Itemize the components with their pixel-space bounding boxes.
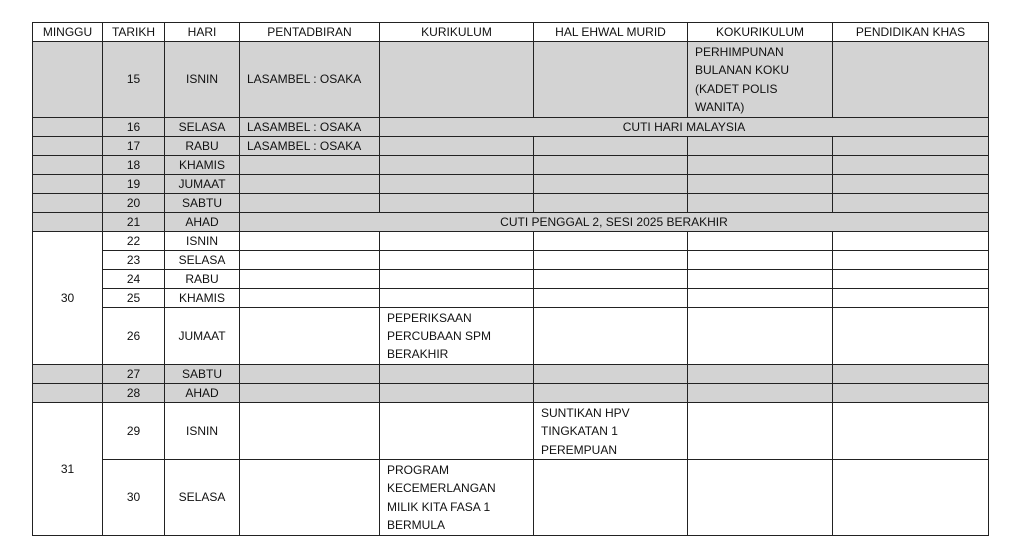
hari-cell: SELASA bbox=[165, 250, 240, 269]
kurikulum-cell bbox=[380, 364, 534, 383]
table-row bbox=[33, 174, 989, 193]
table-row bbox=[33, 212, 989, 231]
hem-cell bbox=[534, 250, 688, 269]
hem-cell bbox=[534, 174, 688, 193]
pendidikan-khas-cell bbox=[833, 460, 989, 536]
kurikulum-cell bbox=[380, 42, 534, 118]
pentadbiran-cell bbox=[240, 193, 380, 212]
hari-cell: SELASA bbox=[165, 117, 240, 136]
hari-cell: SABTU bbox=[165, 364, 240, 383]
hari-cell: ISNIN bbox=[165, 231, 240, 250]
kurikulum-cell bbox=[380, 136, 534, 155]
hem-cell: SUNTIKAN HPV TINGKATAN 1 PEREMPUAN bbox=[534, 402, 688, 459]
tarikh-cell: 23 bbox=[103, 250, 165, 269]
hari-cell: AHAD bbox=[165, 212, 240, 231]
pentadbiran-cell bbox=[240, 155, 380, 174]
kokurikulum-cell: PERHIMPUNAN BULANAN KOKU (KADET POLIS WANITA) bbox=[688, 42, 833, 118]
tarikh-cell: 26 bbox=[103, 307, 165, 364]
kokurikulum-cell bbox=[688, 155, 833, 174]
hem-cell bbox=[534, 460, 688, 536]
hem-cell bbox=[534, 288, 688, 307]
pentadbiran-cell bbox=[240, 460, 380, 536]
tarikh-cell: 21 bbox=[103, 212, 165, 231]
pendidikan-khas-cell bbox=[833, 402, 989, 459]
pendidikan-khas-cell bbox=[833, 288, 989, 307]
hari-cell: KHAMIS bbox=[165, 155, 240, 174]
pendidikan-khas-cell bbox=[833, 250, 989, 269]
header-hari: HARI bbox=[165, 23, 240, 42]
kurikulum-cell bbox=[380, 402, 534, 459]
tarikh-cell: 24 bbox=[103, 269, 165, 288]
table-row bbox=[33, 193, 989, 212]
hem-cell bbox=[534, 383, 688, 402]
kokurikulum-cell bbox=[688, 460, 833, 536]
kokurikulum-cell bbox=[688, 250, 833, 269]
hari-cell: RABU bbox=[165, 136, 240, 155]
header-pendidikan-khas: PENDIDIKAN KHAS bbox=[833, 23, 989, 42]
tarikh-cell: 28 bbox=[103, 383, 165, 402]
hem-cell bbox=[534, 193, 688, 212]
schedule-table-wrapper bbox=[32, 22, 989, 536]
kurikulum-cell bbox=[380, 269, 534, 288]
pendidikan-khas-cell bbox=[833, 269, 989, 288]
hem-cell bbox=[534, 269, 688, 288]
header-kurikulum: KURIKULUM bbox=[380, 23, 534, 42]
tarikh-cell: 30 bbox=[103, 460, 165, 536]
hem-cell bbox=[534, 155, 688, 174]
minggu-cell: 30 bbox=[33, 231, 103, 364]
table-row bbox=[33, 231, 989, 250]
pentadbiran-cell: LASAMBEL : OSAKA bbox=[240, 117, 380, 136]
kokurikulum-cell bbox=[688, 136, 833, 155]
pentadbiran-cell bbox=[240, 174, 380, 193]
table-row bbox=[33, 364, 989, 383]
header-tarikh: TARIKH bbox=[103, 23, 165, 42]
minggu-cell bbox=[33, 174, 103, 193]
tarikh-cell: 15 bbox=[103, 42, 165, 118]
pendidikan-khas-cell bbox=[833, 155, 989, 174]
kokurikulum-cell bbox=[688, 269, 833, 288]
minggu-cell: 31 bbox=[33, 402, 103, 535]
minggu-cell bbox=[33, 364, 103, 383]
minggu-cell bbox=[33, 383, 103, 402]
kurikulum-cell bbox=[380, 174, 534, 193]
table-row bbox=[33, 269, 989, 288]
kokurikulum-cell bbox=[688, 402, 833, 459]
kokurikulum-cell bbox=[688, 174, 833, 193]
tarikh-cell: 19 bbox=[103, 174, 165, 193]
hari-cell: KHAMIS bbox=[165, 288, 240, 307]
hari-cell: JUMAAT bbox=[165, 307, 240, 364]
table-row bbox=[33, 136, 989, 155]
pentadbiran-cell bbox=[240, 402, 380, 459]
hem-cell bbox=[534, 136, 688, 155]
header-hal-ehwal-murid: HAL EHWAL MURID bbox=[534, 23, 688, 42]
kokurikulum-cell bbox=[688, 307, 833, 364]
hem-cell bbox=[534, 364, 688, 383]
table-row bbox=[33, 250, 989, 269]
tarikh-cell: 16 bbox=[103, 117, 165, 136]
kokurikulum-cell bbox=[688, 193, 833, 212]
kurikulum-cell bbox=[380, 193, 534, 212]
pentadbiran-cell bbox=[240, 307, 380, 364]
hari-cell: JUMAAT bbox=[165, 174, 240, 193]
table-row bbox=[33, 402, 989, 459]
holiday-span-cell: CUTI PENGGAL 2, SESI 2025 BERAKHIR bbox=[240, 212, 989, 231]
tarikh-cell: 17 bbox=[103, 136, 165, 155]
minggu-cell bbox=[33, 155, 103, 174]
hari-cell: ISNIN bbox=[165, 402, 240, 459]
tarikh-cell: 22 bbox=[103, 231, 165, 250]
table-row bbox=[33, 383, 989, 402]
tarikh-cell: 18 bbox=[103, 155, 165, 174]
table-row bbox=[33, 307, 989, 364]
pentadbiran-cell bbox=[240, 383, 380, 402]
hari-cell: SELASA bbox=[165, 460, 240, 536]
table-row bbox=[33, 42, 989, 118]
minggu-cell bbox=[33, 42, 103, 118]
kurikulum-cell bbox=[380, 231, 534, 250]
kokurikulum-cell bbox=[688, 231, 833, 250]
hari-cell: RABU bbox=[165, 269, 240, 288]
tarikh-cell: 29 bbox=[103, 402, 165, 459]
table-row bbox=[33, 155, 989, 174]
pentadbiran-cell bbox=[240, 269, 380, 288]
pendidikan-khas-cell bbox=[833, 193, 989, 212]
header-kokurikulum: KOKURIKULUM bbox=[688, 23, 833, 42]
table-row bbox=[33, 117, 989, 136]
table-row bbox=[33, 288, 989, 307]
holiday-span-cell: CUTI HARI MALAYSIA bbox=[380, 117, 989, 136]
kurikulum-cell bbox=[380, 155, 534, 174]
pendidikan-khas-cell bbox=[833, 383, 989, 402]
minggu-cell bbox=[33, 193, 103, 212]
header-row bbox=[33, 23, 989, 42]
kurikulum-cell bbox=[380, 250, 534, 269]
kurikulum-cell: PEPERIKSAAN PERCUBAAN SPM BERAKHIR bbox=[380, 307, 534, 364]
hem-cell bbox=[534, 307, 688, 364]
pentadbiran-cell bbox=[240, 250, 380, 269]
tarikh-cell: 20 bbox=[103, 193, 165, 212]
pendidikan-khas-cell bbox=[833, 174, 989, 193]
pendidikan-khas-cell bbox=[833, 364, 989, 383]
pentadbiran-cell bbox=[240, 288, 380, 307]
pendidikan-khas-cell bbox=[833, 307, 989, 364]
pentadbiran-cell bbox=[240, 364, 380, 383]
pendidikan-khas-cell bbox=[833, 136, 989, 155]
header-pentadbiran: PENTADBIRAN bbox=[240, 23, 380, 42]
minggu-cell bbox=[33, 136, 103, 155]
pendidikan-khas-cell bbox=[833, 231, 989, 250]
kokurikulum-cell bbox=[688, 383, 833, 402]
table-row bbox=[33, 460, 989, 536]
kurikulum-cell bbox=[380, 383, 534, 402]
pentadbiran-cell: LASAMBEL : OSAKA bbox=[240, 136, 380, 155]
header-minggu: MINGGU bbox=[33, 23, 103, 42]
hem-cell bbox=[534, 42, 688, 118]
pendidikan-khas-cell bbox=[833, 42, 989, 118]
pentadbiran-cell bbox=[240, 231, 380, 250]
kurikulum-cell bbox=[380, 288, 534, 307]
tarikh-cell: 25 bbox=[103, 288, 165, 307]
minggu-cell bbox=[33, 212, 103, 231]
hari-cell: SABTU bbox=[165, 193, 240, 212]
pentadbiran-cell: LASAMBEL : OSAKA bbox=[240, 42, 380, 118]
minggu-cell bbox=[33, 117, 103, 136]
schedule-table bbox=[32, 22, 989, 536]
hari-cell: AHAD bbox=[165, 383, 240, 402]
hari-cell: ISNIN bbox=[165, 42, 240, 118]
tarikh-cell: 27 bbox=[103, 364, 165, 383]
kokurikulum-cell bbox=[688, 364, 833, 383]
kurikulum-cell: PROGRAM KECEMERLANGAN MILIK KITA FASA 1 BERMULA bbox=[380, 460, 534, 536]
kokurikulum-cell bbox=[688, 288, 833, 307]
hem-cell bbox=[534, 231, 688, 250]
